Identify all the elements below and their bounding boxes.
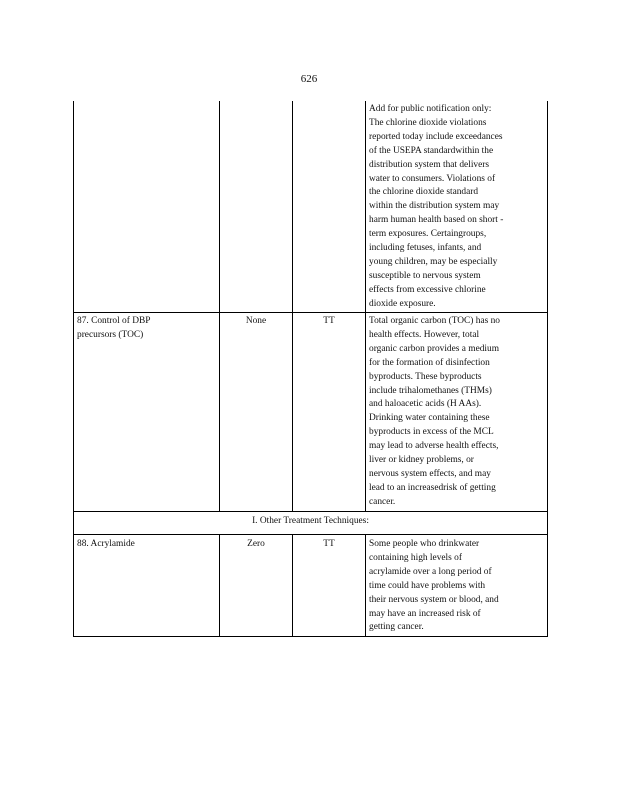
health-effects-cell: Add for public notification only: The chlorine dioxide violations reported today include exceedances of the USEPA standardwithin the distribution system that delivers water to consumers. Violations of the chlorine dioxide standard within the distribution system may harm human health based on short - term exposures. Certaingroups, including fetuses, infants, and young children, may be especially susceptible to nervous system effects from excessive chlorine dioxide exposure.	[366, 101, 548, 313]
section-title: I. Other Treatment Techniques:	[74, 512, 548, 535]
mclg-cell: None	[220, 313, 293, 512]
mclg-cell: Zero	[220, 535, 293, 637]
contaminant-table	[73, 101, 548, 637]
contaminant-cell: 87. Control of DBP precursors (TOC)	[74, 313, 220, 512]
mcl-cell: TT	[293, 535, 366, 637]
table-row	[74, 101, 548, 313]
mcl-cell	[293, 101, 366, 313]
mclg-cell	[220, 101, 293, 313]
contaminant-cell: 88. Acrylamide	[74, 535, 220, 637]
contaminant-cell	[74, 101, 220, 313]
health-effects-cell: Some people who drinkwater containing high levels of acrylamide over a long period of time could have problems with their nervous system or blood, and may have an increased risk of getting cancer.	[366, 535, 548, 637]
section-header-row	[74, 512, 548, 535]
table-row	[74, 535, 548, 637]
page-number: 626	[300, 73, 318, 85]
health-effects-cell: Total organic carbon (TOC) has no health effects. However, total organic carbon provides a medium for the formation of disinfection byproducts. These byproducts include trihalomethanes (THMs) and haloacetic acids (H AAs). Drinking water containing these byproducts in excess of the MCL may lead to adverse health effects, liver or kidney problems, or nervous system effects, and may lead to an increasedrisk of getting cancer.	[366, 313, 548, 512]
mcl-cell: TT	[293, 313, 366, 512]
table-row	[74, 313, 548, 512]
